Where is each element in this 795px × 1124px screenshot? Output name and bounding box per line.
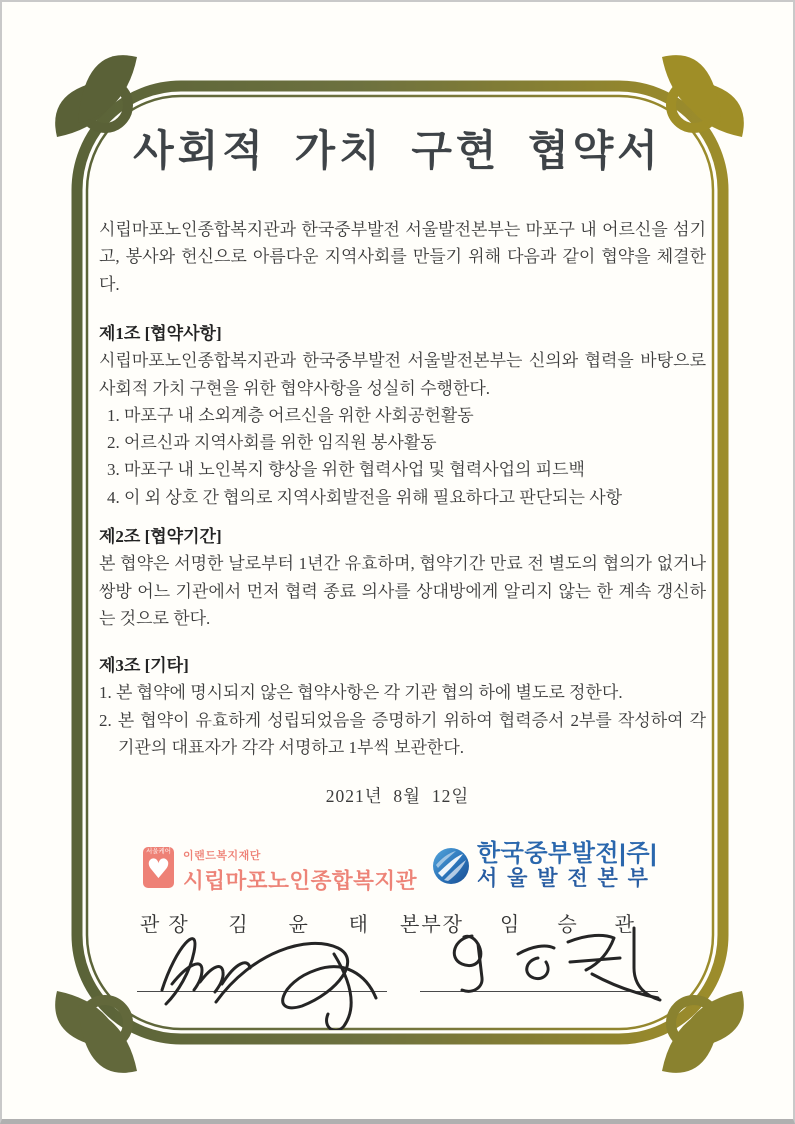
seoul-care-badge: 서울케어 xyxy=(145,848,172,855)
left-signer-char: 김 xyxy=(228,914,250,936)
swirl-globe-icon xyxy=(432,847,470,885)
left-org-name: 시립마포노인종합복지관 xyxy=(183,869,417,893)
article-3-item: 1. 본 협약에 명시되지 않은 협약사항은 각 기관 협의 하에 별도로 정한다. xyxy=(99,683,623,703)
document-title: 사회적 가치 구현 협약서 xyxy=(133,127,662,174)
article-3-heading: 제3조 [기타] xyxy=(99,656,189,675)
article-1-item: 1. 마포구 내 소외계층 어르신을 위한 사회공헌활동 xyxy=(107,405,474,425)
leaf-sprout-ornament-icon xyxy=(662,991,744,1073)
article-1-heading: 제1조 [협약사항] xyxy=(99,324,222,343)
article-2-heading: 제2조 [협약기간] xyxy=(99,527,222,546)
right-org-name-line1: 한국중부발전|주| xyxy=(477,840,658,867)
left-signer-char: 태 xyxy=(348,914,370,936)
heart-icon xyxy=(143,847,174,888)
left-org-parent-name: 이랜드복지재단 xyxy=(183,850,261,862)
right-org-name-line2: 서 울 발 전 본 부 xyxy=(477,867,650,890)
left-signer-char: 윤 xyxy=(288,914,310,936)
left-handwritten-signature xyxy=(152,918,392,1030)
intro-paragraph: 시립마포노인종합복지관과 한국중부발전 서울발전본부는 마포구 내 어르신을 섬기고, 봉사와 헌신으로 아름다운 지역사회를 만들기 위해 다음과 같이 협약을 체결한다. xyxy=(99,220,706,294)
left-signer-role: 관 장 xyxy=(140,914,190,936)
right-signer-char: 승 xyxy=(557,914,579,936)
article-3-item: 2. 본 협약이 유효하게 성립되었음을 증명하기 위하여 협력증서 2부를 작성하여 각 기관의 대표자가 각각 서명하고 1부씩 보관한다. xyxy=(99,710,706,757)
right-signer-role: 본부장 xyxy=(400,914,464,936)
right-handwritten-signature xyxy=(442,920,662,1004)
heart-glyph: ♥ xyxy=(146,854,171,885)
right-signer-char: 임 xyxy=(499,914,522,936)
article-3 xyxy=(99,652,706,761)
article-1-item: 4. 이 외 상호 간 협의로 지역사회발전을 위해 필요하다고 판단되는 사항 xyxy=(107,487,623,507)
right-org-logo xyxy=(432,840,657,891)
article-1-item: 3. 마포구 내 노인복지 향상을 위한 협력사업 및 협력사업의 피드백 xyxy=(107,460,585,480)
left-org-logo xyxy=(143,847,417,895)
leaf-sprout-ornament-icon xyxy=(55,991,137,1073)
article-2-body: 본 협약은 서명한 날로부터 1년간 유효하며, 협약기간 만료 전 별도의 협의가 없거나 쌍방 어느 기관에서 먼저 협력 종료 의사를 상대방에게 알리지 않는 한 계속 갱신하는 것으로 한다. xyxy=(99,554,706,628)
article-2 xyxy=(99,523,706,632)
article-1 xyxy=(99,320,706,511)
right-signer-char: 관 xyxy=(614,914,636,936)
agreement-date: 2021년 8월 12일 xyxy=(325,786,470,806)
article-1-item: 2. 어르신과 지역사회를 위한 임직원 봉사활동 xyxy=(107,433,437,453)
article-1-body: 시립마포노인종합복지관과 한국중부발전 서울발전본부는 신의와 협력을 바탕으로 사회적 가치 구현을 위한 협약사항을 성실히 수행한다. xyxy=(99,351,706,398)
